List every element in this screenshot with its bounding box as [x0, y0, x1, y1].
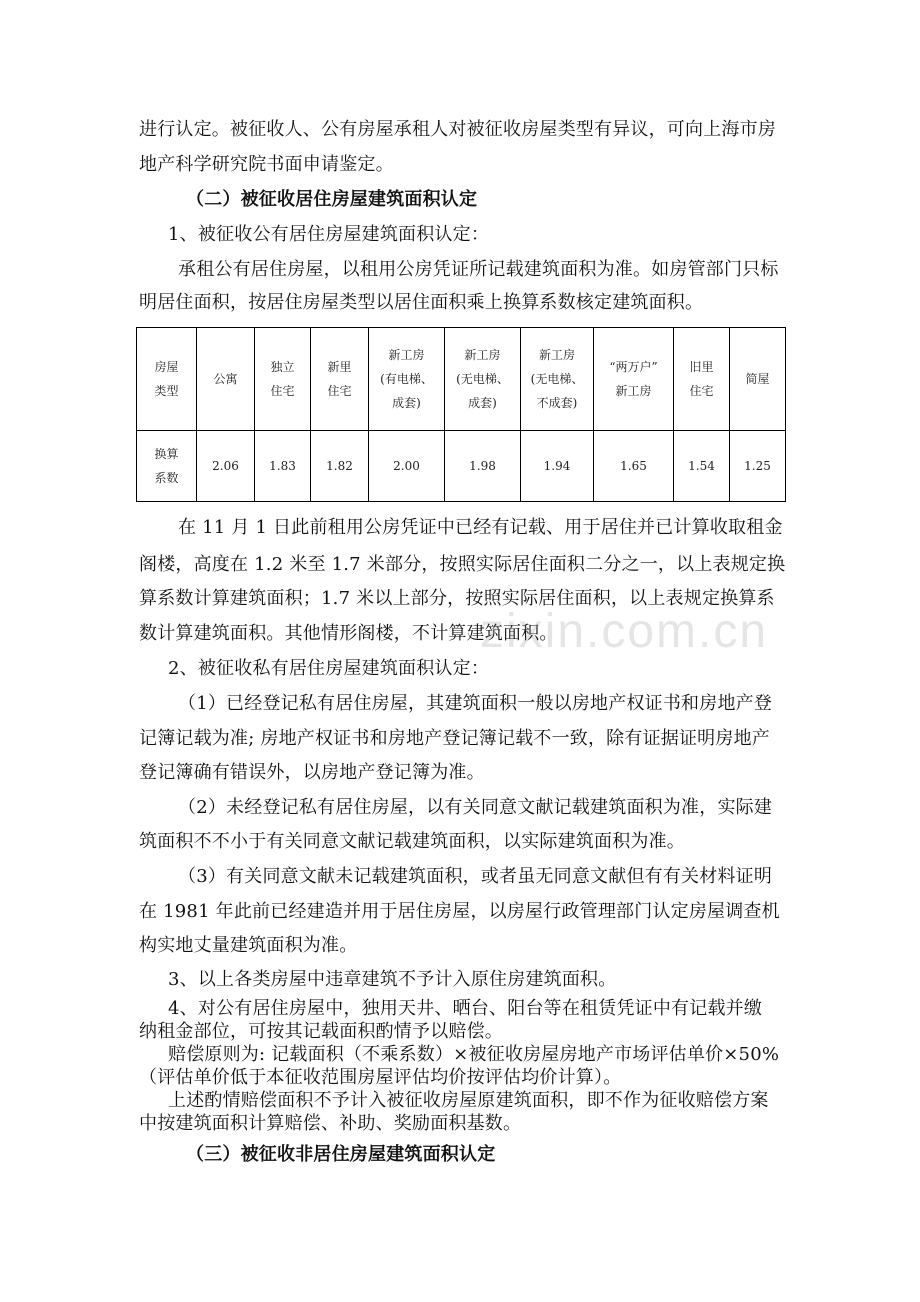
paragraph-line: 3、以上各类房屋中违章建筑不予计入原住房建筑面积。: [168, 969, 617, 990]
paragraph-line: 1、被征收公有居住房屋建筑面积认定：: [168, 224, 490, 245]
table-row-label: 换算 系数: [137, 431, 197, 502]
table-header-row: [137, 328, 786, 431]
paragraph-line: （2）未经登记私有居住房屋，以有关同意文献记载建筑面积为准，实际建: [178, 797, 773, 818]
section-heading-3: （三）被征收非居住房屋建筑面积认定: [186, 1144, 496, 1165]
paragraph-line: （1）已经登记私有居住房屋，其建筑面积一般以房地产权证书和房地产登: [178, 693, 773, 714]
paragraph-line: 阁楼，高度在 1.2 米至 1.7 米部分，按照实际居住面积二分之一，以上表规定换: [139, 554, 786, 575]
paragraph-line: 中按建筑面积计算赔偿、补助、奖励面积基数。: [139, 1113, 522, 1134]
table-header-cell: 新里 住宅: [311, 328, 369, 431]
paragraph-line: 纳租金部位，可按其记载面积酌情予以赔偿。: [139, 1021, 503, 1042]
table-header-cell: 新工房 (无电梯、 成套): [445, 328, 521, 431]
paragraph-line: 上述酌情赔偿面积不予计入被征收房屋原建筑面积，即不作为征收赔偿方案: [168, 1090, 769, 1111]
conversion-factor-table: [136, 327, 786, 502]
paragraph-line: 2、被征收私有居住房屋建筑面积认定：: [168, 658, 490, 679]
paragraph-line: 在 11 月 1 日此前租用公房凭证中已经有记载、用于居住并已计算收取租金: [178, 517, 783, 538]
paragraph-line: 算系数计算建筑面积；1.7 米以上部分，按照实际居住面积，以上表规定换算系: [139, 588, 775, 609]
table-header-cell: 房屋 类型: [137, 328, 197, 431]
table-cell: 1.98: [445, 431, 521, 502]
table-cell: 1.54: [674, 431, 730, 502]
table-cell: 2.00: [369, 431, 445, 502]
watermark: zixin.com.cn: [480, 605, 769, 658]
table-header-cell: 独立 住宅: [255, 328, 311, 431]
table-cell: 1.82: [311, 431, 369, 502]
paragraph-line: 承租公有居住房屋，以租用公房凭证所记载建筑面积为准。如房管部门只标: [178, 259, 779, 280]
table-header-cell: “两万户” 新工房: [594, 328, 674, 431]
paragraph-line: 地产科学研究院书面申请鉴定。: [139, 154, 394, 175]
table-cell: 1.25: [730, 431, 786, 502]
table-header-cell: 公寓: [197, 328, 255, 431]
paragraph-line: 在 1981 年此前已经建造并用于居住房屋，以房屋行政管理部门认定房屋调查机: [139, 901, 780, 922]
paragraph-line: 构实地丈量建筑面积为准。: [139, 935, 358, 956]
paragraph-line: 记簿记载为准; 房地产权证书和房地产登记簿记载不一致，除有证据证明房地产: [139, 728, 770, 749]
table-header-cell: 新工房 (有电梯、 成套): [369, 328, 445, 431]
table-cell: 1.65: [594, 431, 674, 502]
paragraph-line: 数计算建筑面积。其他情形阁楼，不计算建筑面积。: [139, 623, 558, 644]
paragraph-line: 登记簿确有错误外，以房地产登记簿为准。: [139, 762, 485, 783]
table-header-cell: 简屋: [730, 328, 786, 431]
table-cell: 2.06: [197, 431, 255, 502]
paragraph-line: 赔偿原则为: 记载面积（不乘系数）×被征收房屋房地产市场评估单价×50%: [168, 1044, 780, 1065]
table-header-cell: 新工房 (无电梯、 不成套): [521, 328, 594, 431]
paragraph-line: 4、对公有居住房屋中，独用天井、晒台、阳台等在租赁凭证中有记载并缴: [168, 998, 763, 1019]
paragraph-line: （3）有关同意文献未记载建筑面积，或者虽无同意文献但有有关材料证明: [178, 866, 773, 887]
table-header-cell: 旧里 住宅: [674, 328, 730, 431]
section-heading-2: （二）被征收居住房屋建筑面积认定: [186, 189, 478, 210]
table-cell: 1.83: [255, 431, 311, 502]
table-row: [137, 431, 786, 502]
table-cell: 1.94: [521, 431, 594, 502]
paragraph-line: 筑面积不不小于有关同意文献记载建筑面积，以实际建筑面积为准。: [139, 831, 685, 852]
paragraph-line: 进行认定。被征收人、公有房屋承租人对被征收房屋类型有异议，可向上海市房: [139, 119, 776, 140]
paragraph-line: （评估单价低于本征收范围房屋评估均价按评估均价计算）。: [139, 1067, 622, 1088]
paragraph-line: 明居住面积，按居住房屋类型以居住面积乘上换算系数核定建筑面积。: [139, 292, 704, 313]
